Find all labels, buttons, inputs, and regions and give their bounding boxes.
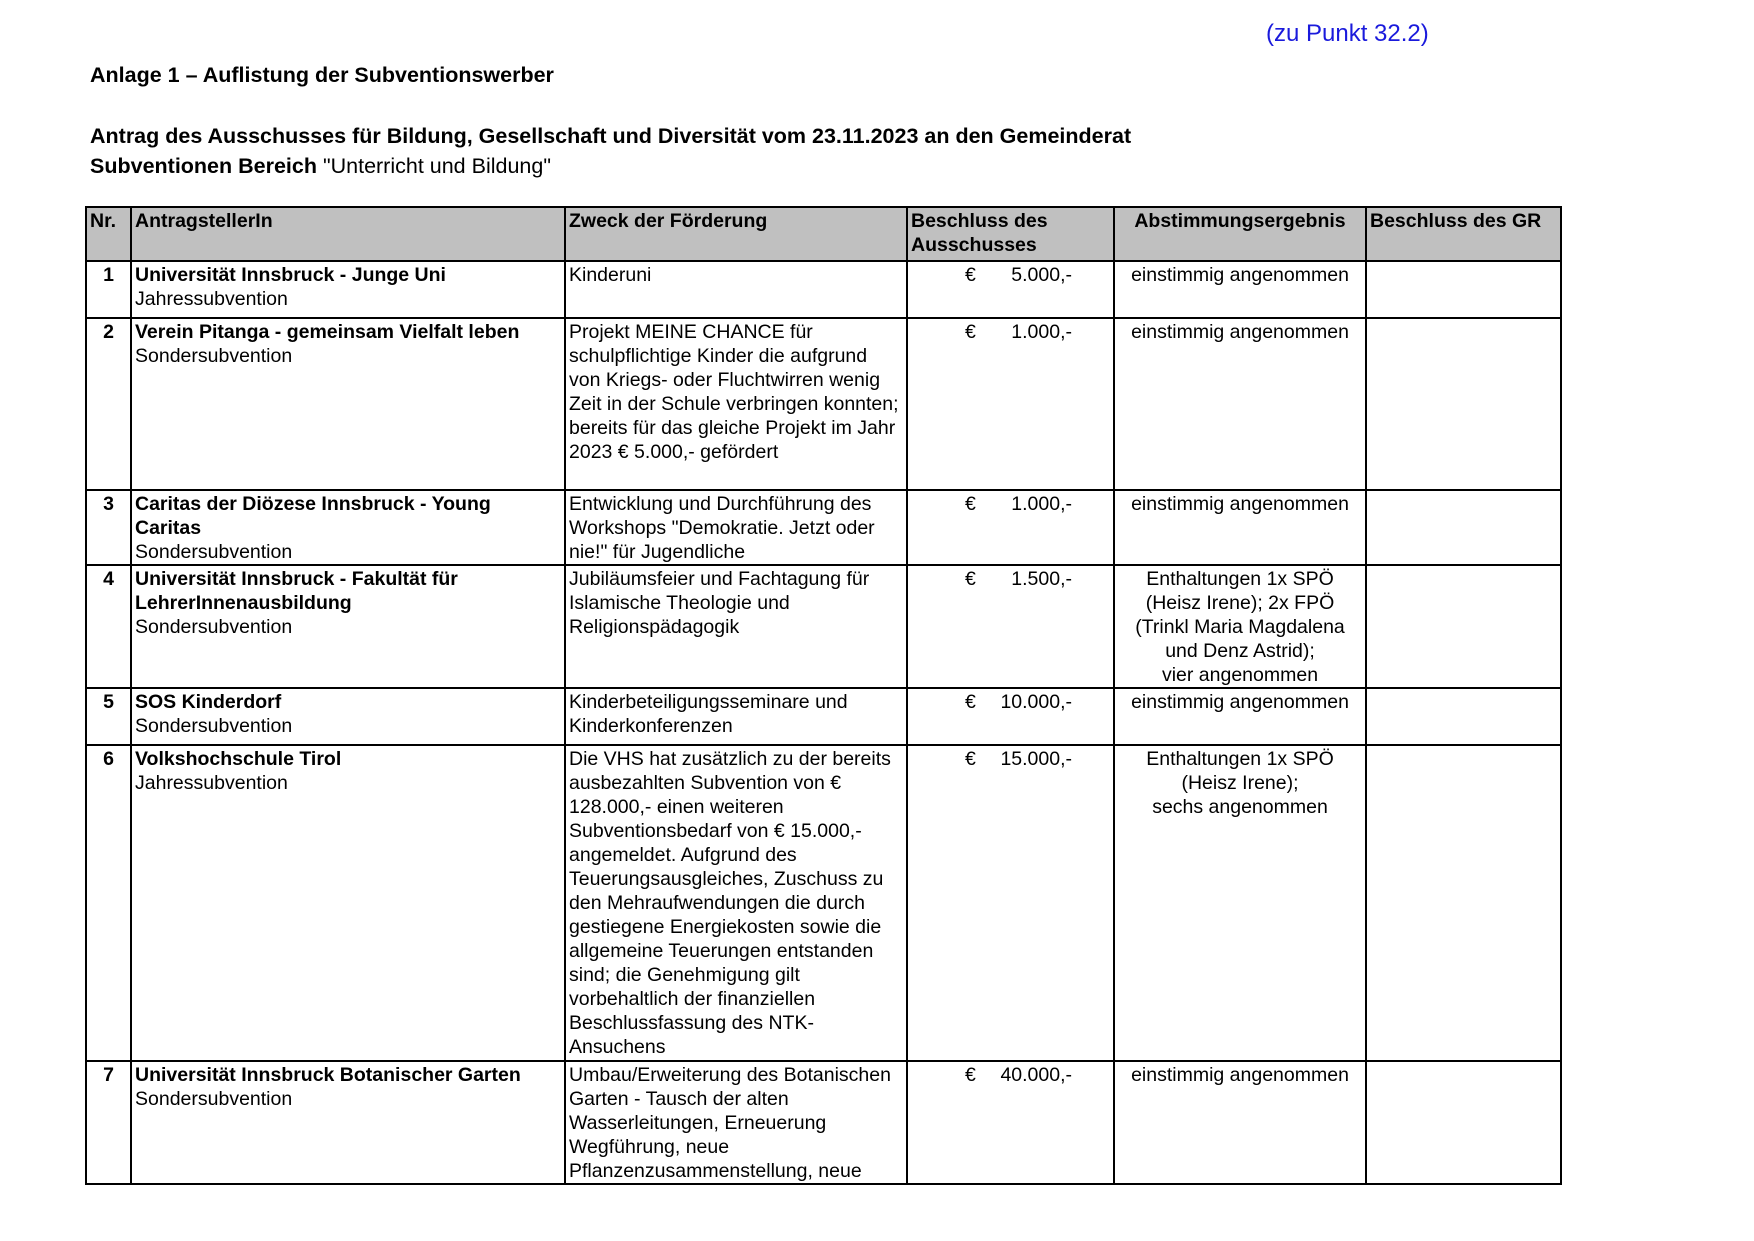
table-row: [86, 318, 1561, 490]
council-decision-cell: [1366, 565, 1561, 688]
vote-result-cell: [1114, 745, 1366, 1061]
subsidy-type: Sondersubvention: [135, 715, 293, 737]
vote-result-cell: [1114, 565, 1366, 688]
amount-cell: [907, 261, 1114, 318]
table-row: [86, 261, 1561, 318]
amount-cell: [907, 688, 1114, 745]
amount-cell: [907, 565, 1114, 688]
header-beschluss-gr: Beschluss des GR: [1366, 207, 1561, 261]
currency-symbol: €: [965, 568, 976, 590]
motion-heading: [90, 121, 1131, 181]
amount-cell: [907, 490, 1114, 565]
amount-value: 5.000,-: [1011, 264, 1072, 286]
applicant-name: Verein Pitanga - gemeinsam Vielfalt leben: [135, 321, 520, 343]
vote-result-line: (Trinkl Maria Magdalena: [1135, 616, 1345, 638]
table-row: [86, 490, 1561, 565]
amount-value: 15.000,-: [1000, 748, 1072, 770]
council-decision-cell: [1366, 261, 1561, 318]
row-number: 2: [86, 318, 131, 490]
council-decision-cell: [1366, 318, 1561, 490]
applicant-cell: [131, 565, 565, 688]
subsidy-table: [85, 206, 1562, 1185]
subsidy-type: Sondersubvention: [135, 345, 293, 367]
amount-cell: [907, 1061, 1114, 1184]
motion-line: Antrag des Ausschusses für Bildung, Gesellschaft und Diversität vom 23.11.2023 an den Gemeinderat: [90, 124, 1132, 148]
applicant-name: Universität Innsbruck Botanischer Garten: [135, 1064, 521, 1086]
vote-result-line: Enthaltungen 1x SPÖ: [1146, 568, 1334, 590]
council-decision-cell: [1366, 745, 1561, 1061]
applicant-cell: [131, 1061, 565, 1184]
vote-result-cell: [1114, 318, 1366, 490]
applicant-name: Volkshochschule Tirol: [135, 748, 342, 770]
applicant-cell: [131, 318, 565, 490]
council-decision-cell: [1366, 688, 1561, 745]
row-number: 5: [86, 688, 131, 745]
vote-result-line: einstimmig angenommen: [1131, 321, 1349, 343]
vote-result-line: einstimmig angenommen: [1131, 1064, 1349, 1086]
council-decision-cell: [1366, 1061, 1561, 1184]
currency-symbol: €: [965, 748, 976, 770]
amount-value: 1.000,-: [1011, 493, 1072, 515]
currency-symbol: €: [965, 321, 976, 343]
vote-result-line: einstimmig angenommen: [1131, 691, 1349, 713]
council-decision-cell: [1366, 490, 1561, 565]
vote-result-cell: [1114, 1061, 1366, 1184]
applicant-cell: [131, 688, 565, 745]
purpose-cell: Die VHS hat zusätzlich zu der bereits ausbezahlten Subvention von € 128.000,- einen weiteren Subventionsbedarf von € 15.000,- angemeldet. Aufgrund des Teuerungsausgleiches, Zuschuss zu den Mehraufwendungen die durch gestiegene Energiekosten sowie die allgemeine Teuerungen entstanden sind; die Genehmigung gilt vorbehaltlich der finanziellen Beschlussfassung des NTK-Ansuchens: [565, 745, 907, 1061]
applicant-name: Universität Innsbruck - Junge Uni: [135, 264, 446, 286]
vote-result-line: einstimmig angenommen: [1131, 264, 1349, 286]
currency-symbol: €: [965, 1064, 976, 1086]
vote-result-line: vier angenommen: [1161, 664, 1319, 686]
row-number: 7: [86, 1061, 131, 1184]
header-nr: Nr.: [86, 207, 131, 261]
purpose-cell: Umbau/Erweiterung des Botanischen Garten - Tausch der alten Wasserleitungen, Erneuerung Wegführung, neue Pflanzenzusammenstellung, neue: [565, 1061, 907, 1184]
purpose-cell: Projekt MEINE CHANCE für schulpflichtige Kinder die aufgrund von Kriegs- oder Fluchtwirren wenig Zeit in der Schule verbringen konnten; bereits für das gleiche Projekt im Jahr 2023 € 5.000,- gefördert: [565, 318, 907, 490]
table-row: [86, 745, 1561, 1061]
currency-symbol: €: [965, 264, 976, 286]
purpose-cell: Entwicklung und Durchführung des Workshops "Demokratie. Jetzt oder nie!" für Jugendliche: [565, 490, 907, 565]
subsidy-type: Sondersubvention: [135, 1088, 293, 1110]
vote-result-line: einstimmig angenommen: [1131, 493, 1349, 515]
applicant-cell: [131, 745, 565, 1061]
purpose-cell: Kinderbeteiligungsseminare und Kinderkonferenzen: [565, 688, 907, 745]
vote-result-line: sechs angenommen: [1152, 796, 1328, 818]
purpose-cell: Kinderuni: [565, 261, 907, 318]
table-row: [86, 1061, 1561, 1184]
row-number: 4: [86, 565, 131, 688]
amount-cell: [907, 318, 1114, 490]
subsidy-type: Jahressubvention: [135, 772, 288, 794]
amount-value: 10.000,-: [1000, 691, 1072, 713]
header-zweck: Zweck der Förderung: [565, 207, 907, 261]
vote-result-line: Enthaltungen 1x SPÖ: [1146, 748, 1334, 770]
document-title: Anlage 1 – Auflistung der Subventionswerber: [90, 63, 554, 87]
vote-result-cell: [1114, 261, 1366, 318]
agenda-reference: (zu Punkt 32.2): [1266, 20, 1429, 47]
subsidy-area-line: [90, 151, 1131, 181]
amount-cell: [907, 745, 1114, 1061]
header-antragsteller: AntragstellerIn: [131, 207, 565, 261]
vote-result-line: (Heisz Irene);: [1181, 772, 1299, 794]
subsidy-area-label: Subventionen Bereich: [90, 154, 317, 178]
vote-result-line: (Heisz Irene); 2x FPÖ: [1145, 592, 1335, 614]
table-header-row: [86, 207, 1561, 261]
currency-symbol: €: [965, 691, 976, 713]
applicant-name: SOS Kinderdorf: [135, 691, 282, 713]
currency-symbol: €: [965, 493, 976, 515]
subsidy-type: Sondersubvention: [135, 541, 293, 563]
vote-result-line: und Denz Astrid);: [1165, 640, 1315, 662]
row-number: 1: [86, 261, 131, 318]
amount-value: 1.500,-: [1011, 568, 1072, 590]
vote-result-cell: [1114, 490, 1366, 565]
row-number: 6: [86, 745, 131, 1061]
subsidy-type: Sondersubvention: [135, 616, 293, 638]
row-number: 3: [86, 490, 131, 565]
amount-value: 1.000,-: [1011, 321, 1072, 343]
applicant-cell: [131, 490, 565, 565]
amount-value: 40.000,-: [1000, 1064, 1072, 1086]
vote-result-cell: [1114, 688, 1366, 745]
applicant-name: Caritas der Diözese Innsbruck - Young Caritas: [135, 493, 491, 539]
subsidy-type: Jahressubvention: [135, 288, 288, 310]
table-row: [86, 565, 1561, 688]
purpose-cell: Jubiläumsfeier und Fachtagung für Islamische Theologie und Religionspädagogik: [565, 565, 907, 688]
header-abstimmung: Abstimmungsergebnis: [1114, 207, 1366, 261]
applicant-cell: [131, 261, 565, 318]
table-row: [86, 688, 1561, 745]
header-beschluss-ausschuss: Beschluss des Ausschusses: [907, 207, 1114, 261]
subsidy-area-name: "Unterricht und Bildung": [317, 154, 551, 178]
applicant-name: Universität Innsbruck - Fakultät für LehrerInnenausbildung: [135, 568, 458, 614]
